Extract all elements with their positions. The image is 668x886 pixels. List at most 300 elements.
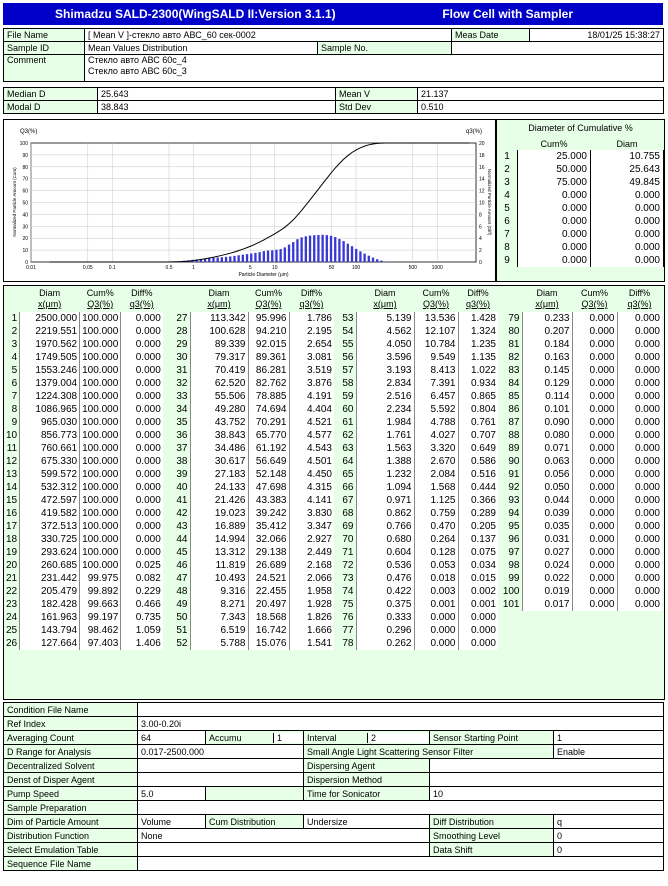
dist-cum: 0.000 (572, 520, 617, 533)
dist-diff: 0.000 (121, 364, 163, 377)
diff-bar (267, 251, 269, 262)
dist-diff: 0.586 (458, 455, 498, 468)
dist-diff: 0.000 (617, 546, 662, 559)
dist-index: 100 (500, 585, 522, 598)
dist-cum: 92.015 (248, 338, 289, 351)
diff-bar (292, 242, 294, 262)
dist-diff: 0.034 (458, 559, 498, 572)
dist-diff: 1.958 (289, 585, 334, 598)
x-tick-label: 1000 (431, 265, 443, 271)
table-row (170, 312, 334, 325)
comment-value (85, 55, 664, 82)
table-row (170, 364, 334, 377)
dist-diam: 1.388 (356, 455, 414, 468)
dist-diam: 0.536 (356, 559, 414, 572)
dist-cum: 0.001 (414, 598, 458, 611)
table-row (500, 429, 662, 442)
dist-index: 24 (4, 611, 20, 624)
chart-canvas (4, 120, 495, 281)
accumu-cell (206, 731, 304, 745)
diff-bar (351, 246, 353, 262)
dist-diff: 1.406 (121, 637, 163, 650)
dist-diam: 24.133 (190, 481, 248, 494)
dist-index: 86 (500, 403, 522, 416)
dist-diff: 0.000 (121, 546, 163, 559)
dist-cum: 0.000 (572, 312, 617, 325)
table-row (4, 351, 163, 364)
file-name-value: [ Mean V ]-стекло авто АВС_60 сек-0002 (85, 29, 452, 42)
table-row (335, 403, 498, 416)
diff-bar (237, 255, 239, 262)
dist-cum: 100.000 (80, 416, 121, 429)
dist-cum: 0.000 (572, 533, 617, 546)
dist-cum: 95.996 (248, 312, 289, 325)
mode-title: Flow Cell with Sampler (442, 7, 573, 21)
cumulative-row (497, 254, 664, 267)
dist-diff: 0.761 (458, 416, 498, 429)
dist-diff: 0.015 (458, 572, 498, 585)
dist-diff: 0.000 (121, 533, 163, 546)
dist-cum: 100.000 (80, 559, 121, 572)
table-row (335, 455, 498, 468)
dist-diam: 49.280 (190, 403, 248, 416)
dist-index: 29 (170, 338, 190, 351)
dist-diff: 0.000 (617, 533, 662, 546)
y-axis-label-right: Normalized Particle Amount (Diff) (487, 168, 492, 236)
dist-index: 6 (4, 377, 20, 390)
dist-diam: 472.597 (20, 494, 80, 507)
left-tick-label: 70 (22, 176, 28, 183)
dist-index: 28 (170, 325, 190, 338)
dist-cum: 0.264 (414, 533, 458, 546)
cumulative-cum: 75.000 (518, 176, 591, 189)
distribution-block (4, 286, 163, 650)
dist-diam: 3.596 (356, 351, 414, 364)
dist-cum: 0.000 (572, 507, 617, 520)
cumulative-diam: 49.845 (591, 176, 664, 189)
dist-index: 69 (335, 520, 356, 533)
diff-bar (321, 235, 323, 262)
dist-diff: 0.289 (458, 507, 498, 520)
meanv-value: 21.137 (418, 88, 664, 101)
dist-diff: 0.000 (617, 520, 662, 533)
table-row (335, 507, 498, 520)
dist-cum: 99.975 (80, 572, 121, 585)
ref-index-value: 3.00-0.20i (138, 717, 664, 731)
table-row (500, 481, 662, 494)
cumulative-panel (496, 119, 665, 282)
dist-index: 70 (335, 533, 356, 546)
cumulative-diam: 0.000 (591, 228, 664, 241)
table-row (500, 494, 662, 507)
diff-bar (242, 255, 244, 262)
diffdist-value: q (554, 815, 664, 829)
pump-value: 5.0 (138, 787, 206, 801)
dist-cum: 12.107 (414, 325, 458, 338)
dist-cum: 100.000 (80, 520, 121, 533)
table-row (500, 468, 662, 481)
smooth-label: Smoothing Level (430, 829, 554, 843)
dist-diff: 0.000 (617, 559, 662, 572)
dist-index: 46 (170, 559, 190, 572)
dist-index: 33 (170, 390, 190, 403)
table-row (4, 494, 163, 507)
file-info-table (3, 28, 664, 82)
cumulative-index: 2 (504, 164, 510, 175)
sample-no-label: Sample No. (318, 42, 452, 55)
table-row (500, 390, 662, 403)
diff-bar (233, 256, 235, 262)
table-row (4, 429, 163, 442)
method-label: Dispersion Method (304, 773, 430, 787)
dist-diff: 2.066 (289, 572, 334, 585)
diff-bar (305, 236, 307, 262)
solvent-label: Decentralized Solvent (4, 759, 138, 773)
median-label: Median D (4, 88, 98, 101)
table-row (500, 403, 662, 416)
table-row (500, 572, 662, 585)
dist-diam: 70.419 (190, 364, 248, 377)
dist-diff: 4.191 (289, 390, 334, 403)
dist-cum: 100.000 (80, 325, 121, 338)
table-row (500, 442, 662, 455)
diam-header: Diam (591, 137, 664, 150)
right-tick-label: 10 (479, 200, 485, 207)
dist-index: 27 (170, 312, 190, 325)
dist-diam: 1970.562 (20, 338, 80, 351)
dist-diam: 113.342 (190, 312, 248, 325)
comment-line-1: Стекло авто АВС 60с_4 (88, 55, 187, 65)
table-row (500, 377, 662, 390)
table-row (4, 624, 163, 637)
dist-cum: 0.128 (414, 546, 458, 559)
interval-cell (304, 731, 430, 745)
dist-diff: 2.654 (289, 338, 334, 351)
dist-index: 93 (500, 494, 522, 507)
dist-cum: 100.000 (80, 494, 121, 507)
table-row (4, 468, 163, 481)
dist-cum: 97.403 (80, 637, 121, 650)
dist-diff: 4.501 (289, 455, 334, 468)
dist-diff: 1.666 (289, 624, 334, 637)
cumulative-cum: 25.000 (518, 150, 591, 163)
dist-header-index (335, 286, 356, 312)
q-right-label: q3(%) (466, 129, 483, 135)
dist-cum: 47.698 (248, 481, 289, 494)
dist-index: 22 (4, 585, 20, 598)
diff-bar (250, 254, 252, 262)
pump-label: Pump Speed (4, 787, 138, 801)
left-tick-label: 10 (22, 248, 28, 255)
dist-index: 8 (4, 403, 20, 416)
dist-diam: 3.193 (356, 364, 414, 377)
left-tick-label: 90 (22, 152, 28, 159)
dist-cum: 100.000 (80, 403, 121, 416)
dist-header-diam: Diam x(μm) (20, 286, 80, 312)
dist-header-index (4, 286, 20, 312)
dist-index: 65 (335, 468, 356, 481)
dist-cum: 70.291 (248, 416, 289, 429)
stddev-value: 0.510 (418, 101, 664, 114)
dist-diff: 0.000 (121, 403, 163, 416)
dist-diff: 0.000 (121, 455, 163, 468)
dist-diam: 0.035 (522, 520, 572, 533)
dist-cum: 7.391 (414, 377, 458, 390)
dist-diam: 0.090 (522, 416, 572, 429)
dist-diff: 4.450 (289, 468, 334, 481)
table-row (170, 624, 334, 637)
dist-index: 23 (4, 598, 20, 611)
dim-value: Volume (138, 815, 206, 829)
cumulative-cum: 50.000 (518, 163, 591, 176)
dist-diff: 0.649 (458, 442, 498, 455)
table-row (335, 494, 498, 507)
dist-diam: 1.984 (356, 416, 414, 429)
x-tick-label: 100 (351, 265, 361, 271)
dist-diam: 1.563 (356, 442, 414, 455)
dist-header-diff: Diff% q3(%) (617, 286, 662, 312)
title-bar (3, 3, 663, 25)
table-row (170, 507, 334, 520)
dist-cum: 100.000 (80, 481, 121, 494)
dist-diff: 1.059 (121, 624, 163, 637)
dist-diff: 0.934 (458, 377, 498, 390)
dist-diam: 8.271 (190, 598, 248, 611)
right-tick-label: 8 (479, 212, 482, 219)
dist-cum: 32.066 (248, 533, 289, 546)
dist-diam: 0.262 (356, 637, 414, 650)
table-row (170, 325, 334, 338)
dist-diff: 0.366 (458, 494, 498, 507)
dist-index: 7 (4, 390, 20, 403)
sonicator-value: 10 (430, 787, 664, 801)
dist-header-diff: Diff% q3(%) (121, 286, 163, 312)
dist-cum: 3.320 (414, 442, 458, 455)
table-row (335, 325, 498, 338)
dist-diam: 760.661 (20, 442, 80, 455)
dist-diam: 1086.965 (20, 403, 80, 416)
diff-bar (296, 239, 298, 262)
table-row (170, 416, 334, 429)
dist-index: 14 (4, 481, 20, 494)
dist-cum: 0.759 (414, 507, 458, 520)
table-row (4, 611, 163, 624)
dist-diam: 0.862 (356, 507, 414, 520)
table-row (335, 390, 498, 403)
diff-bar (313, 235, 315, 262)
cumulative-row (497, 150, 664, 163)
table-row (500, 364, 662, 377)
dist-diam: 13.312 (190, 546, 248, 559)
interval-value: 2 (367, 733, 428, 743)
diff-bar (376, 259, 378, 262)
app-title: Shimadzu SALD-2300(WingSALD II:Version 3.1.1) (55, 7, 336, 21)
table-row (170, 442, 334, 455)
sensor-value: 1 (554, 731, 664, 745)
dist-index: 16 (4, 507, 20, 520)
table-row (170, 455, 334, 468)
dist-index: 40 (170, 481, 190, 494)
stats-table (3, 87, 664, 114)
table-row (170, 585, 334, 598)
cumulative-diam: 0.000 (591, 241, 664, 254)
dist-diff: 3.830 (289, 507, 334, 520)
dist-index: 21 (4, 572, 20, 585)
x-tick-label: 10 (271, 265, 278, 271)
dist-cum: 2.084 (414, 468, 458, 481)
denst-label: Denst of Disper Agent (4, 773, 138, 787)
x-axis-label: Particle Diameter (μm) (238, 272, 289, 278)
table-row (500, 585, 662, 598)
dist-diam: 16.889 (190, 520, 248, 533)
cumdist-label: Cum Distribution (206, 815, 304, 829)
dist-diff: 1.541 (289, 637, 334, 650)
dist-diff: 0.000 (458, 611, 498, 624)
distribution-block (335, 286, 498, 650)
interval-label: Interval (307, 732, 337, 743)
dist-index: 82 (500, 351, 522, 364)
dist-diam: 0.971 (356, 494, 414, 507)
dist-index: 80 (500, 325, 522, 338)
dist-index: 76 (335, 611, 356, 624)
dist-index: 44 (170, 533, 190, 546)
dist-diam: 0.063 (522, 455, 572, 468)
table-row (4, 325, 163, 338)
dist-cum: 0.000 (572, 338, 617, 351)
dist-diam: 0.031 (522, 533, 572, 546)
dist-cum: 94.210 (248, 325, 289, 338)
dist-diff: 0.000 (617, 572, 662, 585)
dist-diff: 0.000 (121, 312, 163, 325)
dist-cum: 10.784 (414, 338, 458, 351)
dist-diam: 0.101 (522, 403, 572, 416)
table-row (335, 624, 498, 637)
diff-bar (263, 251, 265, 262)
dist-cum: 86.281 (248, 364, 289, 377)
table-row (335, 377, 498, 390)
dist-cum: 0.000 (572, 325, 617, 338)
dist-diam: 2219.551 (20, 325, 80, 338)
x-tick-label: 0.05 (82, 265, 93, 271)
dist-cum: 89.361 (248, 351, 289, 364)
shift-label: Data Shift (430, 843, 554, 857)
dist-cum: 16.742 (248, 624, 289, 637)
diff-bar (309, 236, 311, 262)
right-tick-label: 4 (479, 236, 482, 243)
table-row (335, 351, 498, 364)
cumulative-cum: 0.000 (518, 228, 591, 241)
dist-diam: 161.963 (20, 611, 80, 624)
dist-cum: 82.762 (248, 377, 289, 390)
dist-cum: 20.497 (248, 598, 289, 611)
dist-index: 2 (4, 325, 20, 338)
right-tick-label: 14 (479, 176, 485, 183)
cumulative-index: 1 (504, 151, 510, 162)
dist-index: 83 (500, 364, 522, 377)
dist-diam: 0.071 (522, 442, 572, 455)
table-row (170, 520, 334, 533)
dist-index: 96 (500, 533, 522, 546)
dist-diff: 0.707 (458, 429, 498, 442)
cumulative-index: 3 (504, 177, 510, 188)
comment-line-2: Стекло авто АВС 60с_3 (88, 66, 187, 76)
dist-diff: 0.000 (458, 637, 498, 650)
table-row (335, 416, 498, 429)
dist-diam: 856.773 (20, 429, 80, 442)
dist-index: 94 (500, 507, 522, 520)
table-row (335, 559, 498, 572)
dist-diam: 30.617 (190, 455, 248, 468)
table-row (4, 403, 163, 416)
dist-diam: 1224.308 (20, 390, 80, 403)
left-tick-label: 20 (22, 236, 28, 243)
dist-diff: 0.000 (617, 364, 662, 377)
diff-bar (288, 245, 290, 262)
dist-index: 72 (335, 559, 356, 572)
cumulative-index: 9 (504, 255, 510, 266)
dist-diam: 205.479 (20, 585, 80, 598)
dist-diff: 2.449 (289, 546, 334, 559)
dist-index: 60 (335, 403, 356, 416)
dist-diff: 0.000 (121, 325, 163, 338)
dist-index: 47 (170, 572, 190, 585)
table-row (335, 481, 498, 494)
dist-index: 12 (4, 455, 20, 468)
dist-cum: 65.770 (248, 429, 289, 442)
dist-diff: 3.347 (289, 520, 334, 533)
dist-index: 39 (170, 468, 190, 481)
dist-header-diam: Diam x(μm) (522, 286, 572, 312)
dist-index: 62 (335, 429, 356, 442)
dist-header-index (170, 286, 190, 312)
table-row (335, 364, 498, 377)
table-row (170, 403, 334, 416)
dist-diff: 4.315 (289, 481, 334, 494)
table-row (170, 533, 334, 546)
dist-index: 49 (170, 598, 190, 611)
diff-bar (363, 254, 365, 262)
dist-cum: 18.568 (248, 611, 289, 624)
dist-cum: 100.000 (80, 533, 121, 546)
sample-no-value (452, 42, 664, 55)
dist-index: 20 (4, 559, 20, 572)
dist-index: 64 (335, 455, 356, 468)
dist-cum: 0.000 (572, 559, 617, 572)
dist-diff: 0.000 (617, 507, 662, 520)
cumulative-cum: 0.000 (518, 254, 591, 267)
dist-diff: 0.000 (121, 377, 163, 390)
dist-diam: 0.024 (522, 559, 572, 572)
dist-index: 54 (335, 325, 356, 338)
dist-index: 68 (335, 507, 356, 520)
dist-index: 84 (500, 377, 522, 390)
dist-diam: 2.516 (356, 390, 414, 403)
diff-bar (380, 261, 382, 262)
table-row (4, 533, 163, 546)
dist-diff: 4.577 (289, 429, 334, 442)
x-tick-label: 500 (408, 265, 417, 271)
dist-index: 75 (335, 598, 356, 611)
dist-diam: 0.056 (522, 468, 572, 481)
comment-label: Comment (4, 55, 85, 82)
distribution-block (500, 286, 662, 611)
dist-index: 9 (4, 416, 20, 429)
table-row (4, 585, 163, 598)
left-tick-label: 60 (22, 188, 28, 195)
dist-diff: 0.000 (617, 403, 662, 416)
table-row (335, 533, 498, 546)
dist-diam: 372.513 (20, 520, 80, 533)
